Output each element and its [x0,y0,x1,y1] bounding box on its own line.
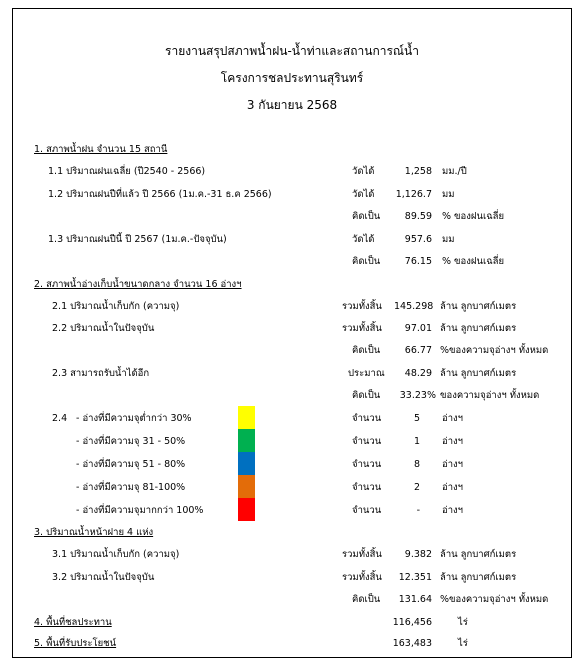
capacity-level-swatch [238,475,255,498]
capacity-level-unit: อ่างฯ [442,413,464,424]
report-title: รายงานสรุปสภาพน้ำฝน-น้ำท่าและสถานการณ์น้ำ [165,44,419,58]
capacity-level-count: 8 [413,459,420,470]
rain-this-year-pct-value: 76.15 [404,256,432,267]
section-reservoir-heading: 2. สภาพน้ำอ่างเก็บน้ำขนาดกลาง จำนวน 16 อ่างฯ [34,279,242,290]
capacity-level-count: 1 [413,436,420,447]
reservoir-current-pct-value: 66.77 [404,345,432,356]
capacity-level-label: - อ่างที่มีความจุ 31 - 50% [76,436,186,447]
rain-this-year-pct-unit: % ของฝนเฉลี่ย [442,256,505,267]
benefit-area-unit: ไร่ [458,638,468,649]
reservoir-capacity-label: 2.1 ปริมาณน้ำเก็บกัก (ความจุ) [52,301,180,312]
reservoir-levels-prefix: 2.4 [52,413,68,424]
rain-last-year-label: 1.2 ปริมาณฝนปีที่แล้ว ปี 2566 (1ม.ค.-31 ธ.ค 2566) [48,189,272,200]
capacity-level-swatch [238,406,255,429]
rain-this-year-measure: วัดได้ [352,234,375,245]
capacity-level-label: - อ่างที่มีความจุ 81-100% [76,482,186,493]
rain-last-year-pct-value: 89.59 [404,211,432,222]
capacity-level-label: - อ่างที่มีความจุ 51 - 80% [76,459,186,470]
reservoir-remaining-measure: ประมาณ [348,368,385,379]
rain-this-year-value: 957.6 [404,234,432,245]
rain-avg-unit: มม./ปี [442,166,467,177]
reservoir-remaining-unit: ล้าน ลูกบาศก์เมตร [440,368,517,379]
weir-capacity-label: 3.1 ปริมาณน้ำเก็บกัก (ความจุ) [52,549,180,560]
reservoir-current-label: 2.2 ปริมาณน้ำในปัจจุบัน [52,323,155,334]
capacity-level-unit: อ่างฯ [442,436,464,447]
reservoir-current-pct-measure: คิดเป็น [352,345,381,356]
capacity-level-label: - อ่างที่มีความจุต่ำกว่า 30% [76,413,192,424]
benefit-area-label: 5. พื้นที่รับประโยชน์ [34,638,117,649]
weir-capacity-measure: รวมทั้งสิ้น [342,549,382,560]
weir-capacity-value: 9.382 [404,549,432,560]
weir-current-pct-unit: %ของความจุอ่างฯ ทั้งหมด [440,594,549,605]
capacity-level-measure: จำนวน [352,413,382,424]
rain-avg-label: 1.1 ปริมาณฝนเฉลี่ย (ปี2540 - 2566) [48,166,206,177]
reservoir-remaining-pct-unit: ของความจุอ่างฯ ทั้งหมด [440,390,540,401]
capacity-level-count: 5 [413,413,420,424]
capacity-level-unit: อ่างฯ [442,505,464,516]
reservoir-remaining-pct-measure: คิดเป็น [352,390,381,401]
reservoir-remaining-label: 2.3 สามารถรับน้ำได้อีก [52,368,150,379]
rain-last-year-value: 1,126.7 [395,189,432,200]
rain-last-year-pct-unit: % ของฝนเฉลี่ย [442,211,505,222]
weir-current-pct-measure: คิดเป็น [352,594,381,605]
capacity-level-swatch [238,452,255,475]
weir-current-value: 12.351 [398,572,432,583]
weir-current-measure: รวมทั้งสิ้น [342,572,382,583]
weir-current-unit: ล้าน ลูกบาศก์เมตร [440,572,517,583]
rain-avg-value: 1,258 [404,166,432,177]
rain-avg-measure: วัดได้ [352,166,375,177]
reservoir-current-unit: ล้าน ลูกบาศก์เมตร [440,323,517,334]
reservoir-remaining-pct-value: 33.23% [399,390,436,401]
capacity-level-measure: จำนวน [352,505,382,516]
rain-last-year-pct-measure: คิดเป็น [352,211,381,222]
irrigation-area-value: 116,456 [392,617,432,628]
weir-current-label: 3.2 ปริมาณน้ำในปัจจุบัน [52,572,155,583]
reservoir-remaining-value: 48.29 [404,368,432,379]
benefit-area-value: 163,483 [392,638,432,649]
project-name: โครงการชลประทานสุรินทร์ [220,71,364,85]
capacity-level-swatch [238,498,255,521]
reservoir-current-value: 97.01 [404,323,432,334]
reservoir-current-measure: รวมทั้งสิ้น [342,323,382,334]
section-rain-heading: 1. สภาพน้ำฝน จำนวน 15 สถานี [34,144,168,155]
capacity-level-measure: จำนวน [352,482,382,493]
section-weir-heading: 3. ปริมาณน้ำหน้าฝาย 4 แห่ง [34,527,154,538]
reservoir-current-pct-unit: %ของความจุอ่างฯ ทั้งหมด [440,345,549,356]
rain-last-year-unit: มม [442,189,455,200]
rain-this-year-unit: มม [442,234,455,245]
weir-current-pct-value: 131.64 [398,594,432,605]
capacity-level-unit: อ่างฯ [442,482,464,493]
reservoir-capacity-value: 145.298 [394,301,434,312]
weir-capacity-unit: ล้าน ลูกบาศก์เมตร [440,549,517,560]
irrigation-area-unit: ไร่ [458,617,468,628]
reservoir-capacity-measure: รวมทั้งสิ้น [342,301,382,312]
capacity-level-measure: จำนวน [352,459,382,470]
capacity-level-count: 2 [413,482,420,493]
capacity-level-unit: อ่างฯ [442,459,464,470]
capacity-level-label: - อ่างที่มีความจุมากกว่า 100% [76,505,204,516]
capacity-level-swatch [238,429,255,452]
capacity-level-count: - [416,505,420,516]
capacity-level-measure: จำนวน [352,436,382,447]
rain-this-year-pct-measure: คิดเป็น [352,256,381,267]
rain-last-year-measure: วัดได้ [352,189,375,200]
rain-this-year-label: 1.3 ปริมาณฝนปีนี้ ปี 2567 (1ม.ค.-ปัจจุบัน) [48,234,227,245]
reservoir-capacity-unit: ล้าน ลูกบาศก์เมตร [440,301,517,312]
report-date: 3 กันยายน 2568 [246,98,338,112]
irrigation-area-label: 4. พื้นที่ชลประทาน [34,617,112,628]
